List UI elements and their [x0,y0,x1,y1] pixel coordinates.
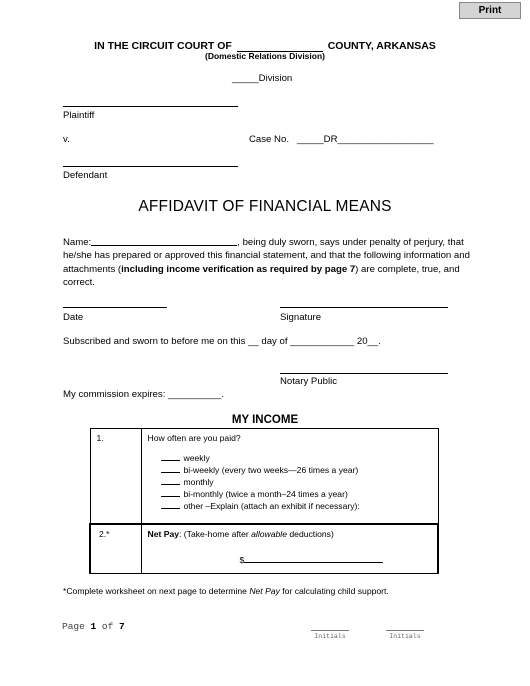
plaintiff-label: Plaintiff [63,110,95,121]
row-number-cell [90,429,141,525]
initials-label: Initials [389,633,421,640]
net-pay-text-2: deductions) [287,529,334,539]
net-pay-text-1: : (Take-home after [179,529,252,539]
print-button[interactable]: Print [459,2,521,19]
plaintiff-line[interactable] [63,106,238,107]
table-row [90,429,438,525]
date-label: Date [63,312,84,323]
initials-line[interactable] [311,622,349,631]
affidavit-statement [63,235,483,290]
defendant-line[interactable] [63,166,238,167]
net-pay-field[interactable] [244,553,383,563]
option-label: other –Explain (attach an exhibit if necessary): [183,501,360,511]
initials-box-2[interactable] [386,622,424,640]
option-weekly[interactable] [161,452,438,464]
worksheet-note-text-1: *Complete worksheet on next page to determine [63,586,250,596]
division-subheading: (Domestic Relations Division) [205,51,325,61]
income-table [89,428,439,574]
division-field[interactable]: _____Division [232,73,293,84]
net-pay-bold: Net Pay [147,529,180,539]
net-pay-label [148,529,438,539]
option-label: weekly [183,453,210,463]
net-pay-amount[interactable] [240,553,438,565]
initials-label: Initials [314,633,346,640]
affidavit-text-2: ) are complete, true, and correct. [63,263,460,289]
versus-label: v. [63,134,70,145]
page-number [62,621,125,632]
case-number-field[interactable]: Case No. _____DR__________________ [249,134,434,145]
signature-line[interactable] [280,307,448,308]
name-label: Name: [63,237,92,248]
commission-expires: My commission expires: __________. [63,389,225,400]
worksheet-note-text-2: for calculating child support. [279,586,389,596]
notary-line[interactable] [280,373,448,374]
pay-frequency-question: How often are you paid? [147,433,241,443]
initials-line[interactable] [386,622,424,631]
option-bi-monthly[interactable] [161,488,438,500]
option-blank[interactable] [161,488,180,497]
option-label: bi-monthly (twice a month–24 times a year) [183,489,348,499]
document-title: AFFIDAVIT OF FINANCIAL MEANS [138,198,392,215]
my-income-heading: MY INCOME [231,414,299,426]
initials-box-1[interactable] [311,622,349,640]
net-pay-cell [141,524,438,574]
option-blank[interactable] [161,476,180,485]
signature-label: Signature [280,312,322,323]
notary-label: Notary Public [280,376,338,387]
total-pages: 7 [119,621,125,632]
worksheet-note [63,586,389,596]
option-blank[interactable] [161,452,180,461]
pay-frequency-cell [141,429,438,525]
affidavit-bold-text: including income verification as required by page 7 [121,263,356,275]
affidavit-text-1: , being duly sworn, says under penalty of perjury, that he/she has prepared or approved this financial statement, and that the following information and attachments ( [63,237,470,275]
option-blank[interactable] [161,500,180,509]
option-blank[interactable] [161,464,180,473]
dollar-sign: $ [239,555,245,565]
option-label: monthly [183,477,214,487]
subscribed-statement: Subscribed and sworn to before me on this __ day of ____________ 20__. [63,336,381,347]
name-field[interactable] [91,235,237,246]
row-number: 1. [96,433,104,443]
table-row [90,524,438,574]
date-line[interactable] [63,307,167,308]
current-page: 1 [90,621,97,632]
defendant-label: Defendant [63,170,108,181]
net-pay-italic: allowable [251,529,287,539]
option-monthly[interactable] [161,476,438,488]
court-heading-prefix: IN THE CIRCUIT COURT OF [94,40,232,52]
row-number: 2.* [99,529,110,539]
option-other[interactable] [161,500,438,512]
page-word: Page [62,621,85,632]
option-bi-weekly[interactable] [161,464,438,476]
option-label: bi-weekly (every two weeks—26 times a year) [183,465,359,475]
row-number-cell [90,524,141,574]
of-word: of [101,621,114,632]
court-heading-suffix: COUNTY, ARKANSAS [327,40,436,52]
worksheet-note-italic: Net Pay [249,586,280,596]
